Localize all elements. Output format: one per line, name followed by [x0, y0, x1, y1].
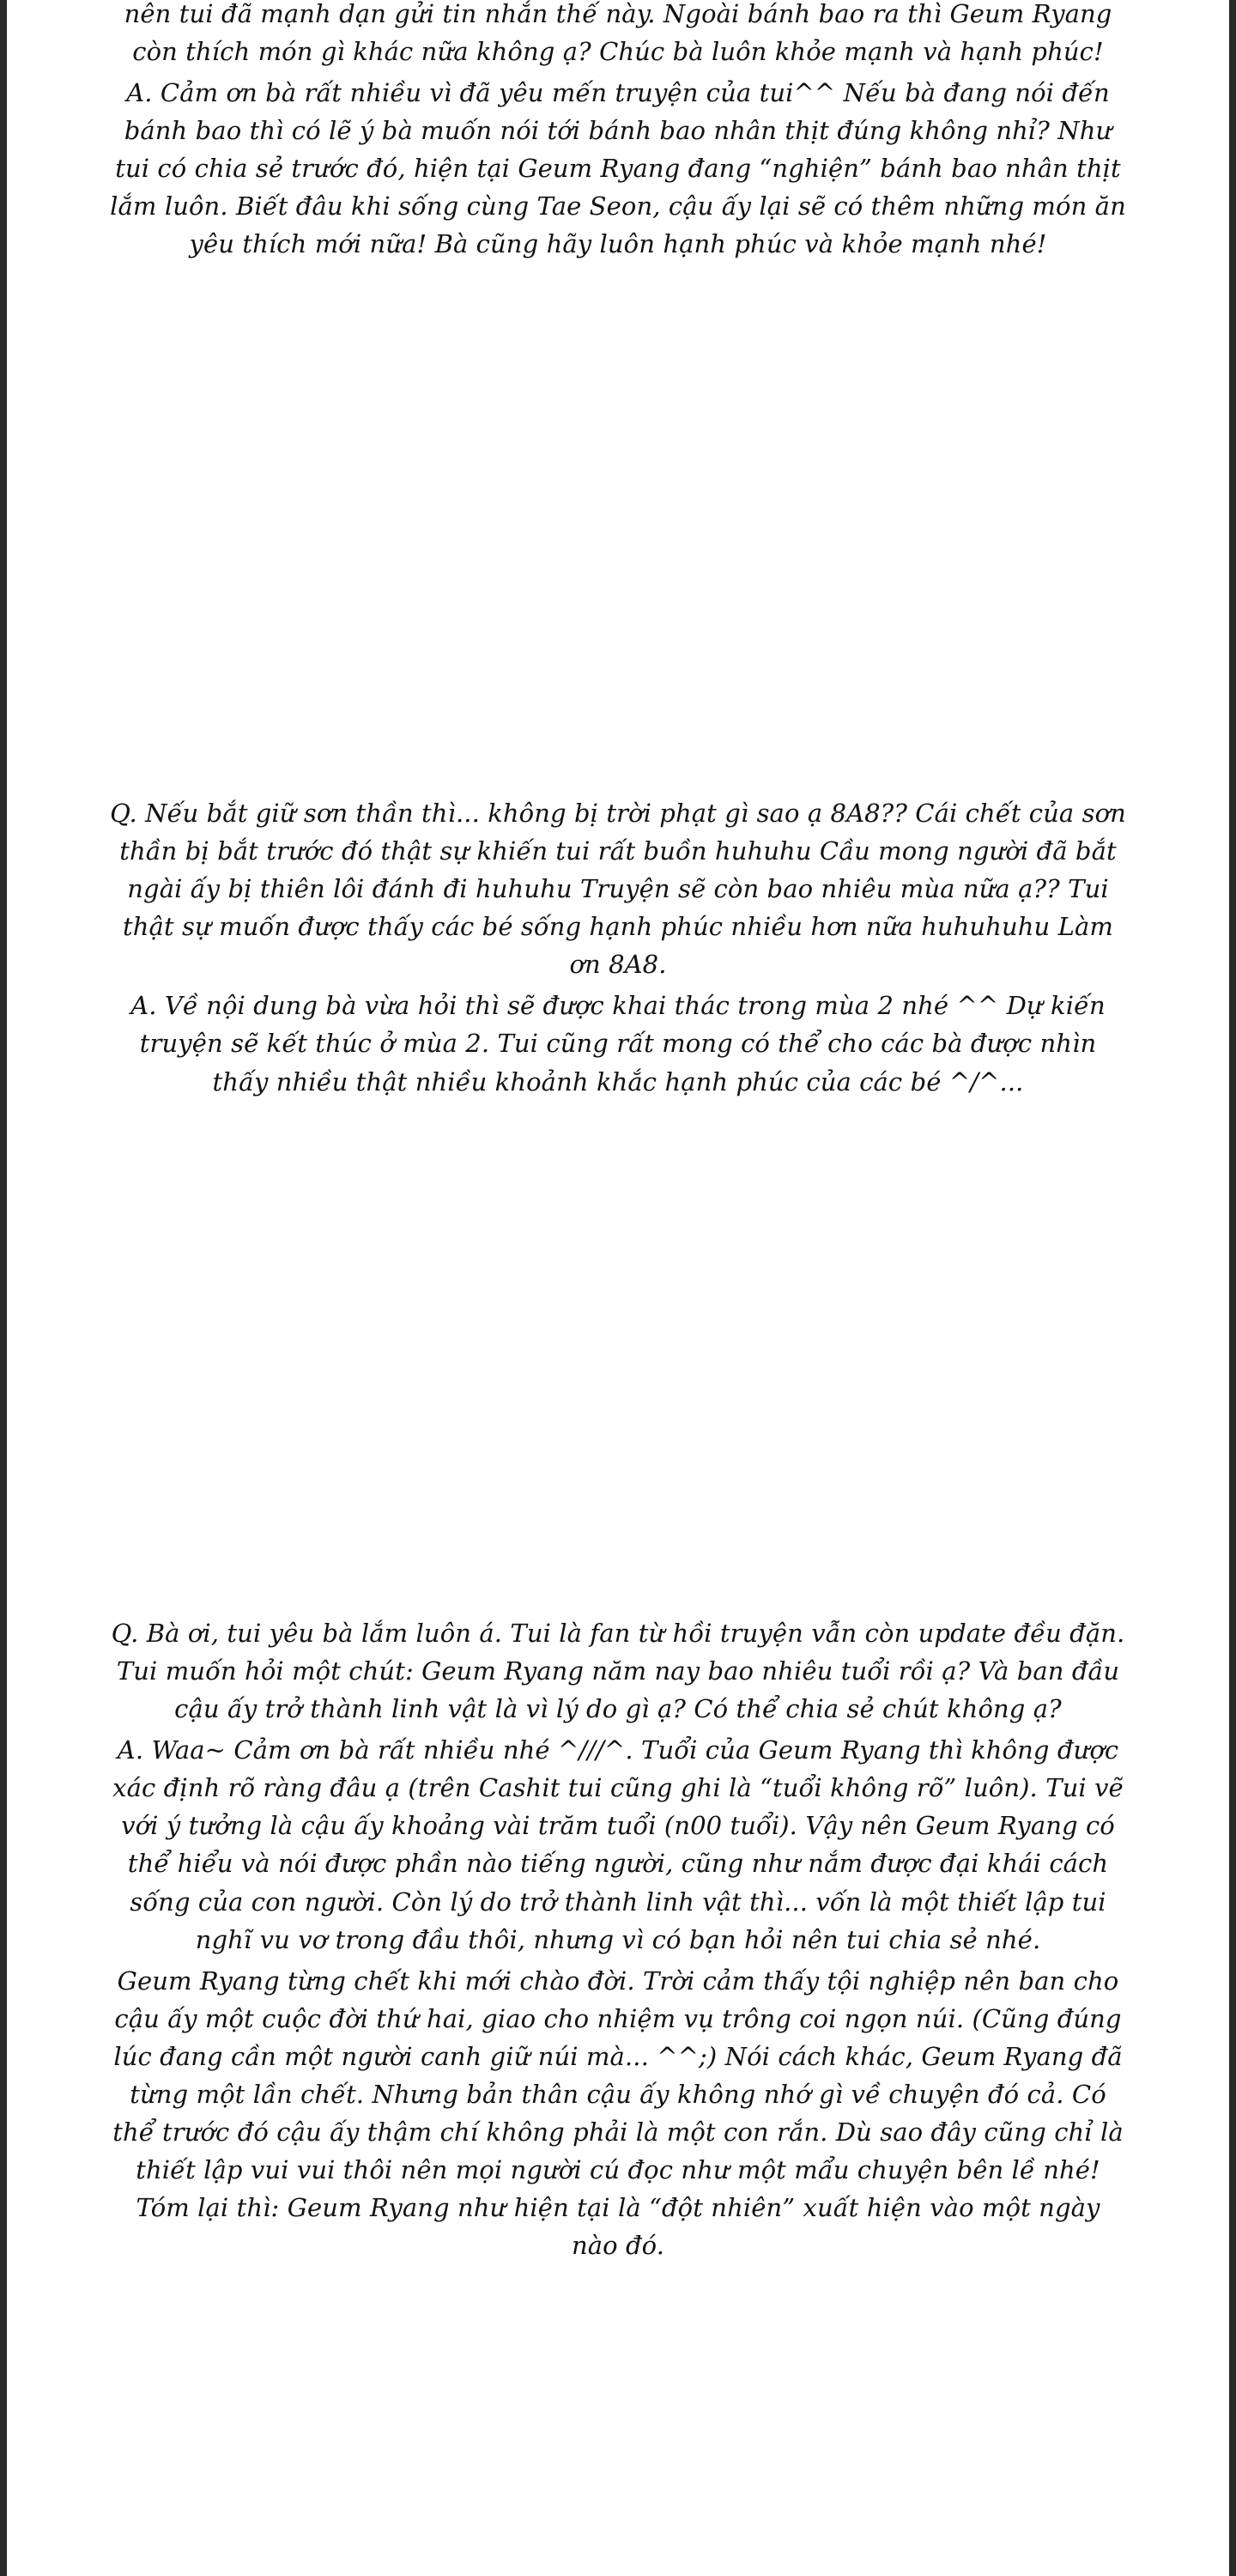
qa-answer-text: A. Về nội dung bà vừa hỏi thì sẽ được khai thác trong mùa 2 nhé ^^ Dự kiến truyện sẽ kết thúc ở mùa 2. Tui cũng rất mong có thể cho các bà được nhìn thấy nhiều thật nhiều khoảnh khắc hạnh phúc của các bé ^/^...: [130, 991, 1106, 1097]
qa-question-text: Q. Bà ơi, tui yêu bà lắm luôn á. Tui là fan từ hồi truyện vẫn còn update đều đặn. Tui muốn hỏi một chút: Geum Ryang năm nay bao nhiêu tuổi rồi ạ? Và ban đầu cậu ấy trở thành linh vật là vì lý do gì ạ? Có thể chia sẻ chút không ạ?: [111, 1619, 1125, 1724]
qa-block-3: [110, 1614, 1126, 2268]
qa-answer-extra-text: Geum Ryang từng chết khi mới chào đời. Trời cảm thấy tội nghiệp nên ban cho cậu ấy một cuộc đời thứ hai, giao cho nhiệm vụ trông coi ngọn núi. (Cũng đúng lúc đang cần một người canh giữ núi mà... ^^;) Nói cách khác, Geum Ryang đã từng một lần chết. Nhưng bản thân cậu ấy không nhớ gì về chuyện đó cả. Có thể trước đó cậu ấy thậm chí không phải là một con rắn. Dù sao đây cũng chỉ là thiết lập vui vui thôi nên mọi người cú đọc như một mẩu chuyện bên lề nhé! Tóm lại thì: Geum Ryang như hiện tại là “đột nhiên” xuất hiện vào một ngày nào đó.: [112, 1965, 1124, 2261]
page-gutter-right: [1229, 0, 1236, 2576]
page-gutter-left: [0, 0, 7, 2576]
qa-block-1: [110, 0, 1126, 267]
qa-answer-text: A. Waa~ Cảm ơn bà rất nhiều nhé ^///^. Tuổi của Geum Ryang thì không được xác định rõ ràng đâu ạ (trên Cashit tui cũng ghi là “tuổi không rõ” luôn). Tui vẽ với ý tưởng là cậu ấy khoảng vài trăm tuổi (n00 tuổi). Vậy nên Geum Ryang có thể hiểu và nói được phần nào tiếng người, cũng như nắm được đại khái cách sống của con người. Còn lý do trở thành linh vật thì... vốn là một thiết lập tui nghĩ vu vơ trong đầu thôi, nhưng vì có bạn hỏi nên tui chia sẻ nhé.: [112, 1735, 1124, 1954]
qa-question-text: Q. Nếu bắt giữ sơn thần thì... không bị trời phạt gì sao ạ 8A8?? Cái chết của sơn thần bị bắt trước đó thật sự khiến tui rất buồn huhuhu Cầu mong người đã bắt ngài ấy bị thiên lôi đánh đi huhuhu Truyện sẽ còn bao nhiêu mùa nữa ạ?? Tui thật sự muốn được thấy các bé sống hạnh phúc nhiều hơn nữa huhuhuhu Làm ơn 8A8.: [110, 799, 1126, 980]
qa-answer-text: A. Cảm ơn bà rất nhiều vì đã yêu mến truyện của tui^^ Nếu bà đang nói đến bánh bao thì có lẽ ý bà muốn nói tới bánh bao nhân thịt đúng không nhỉ? Như tui có chia sẻ trước đó, hiện tại Geum Ryang đang “nghiện” bánh bao nhân thịt lắm luôn. Biết đâu khi sống cùng Tae Seon, cậu ấy lại sẽ có thêm những món ăn yêu thích mới nữa! Bà cũng hãy luôn hạnh phúc và khỏe mạnh nhé!: [110, 78, 1126, 259]
document-content: [7, 0, 1229, 2576]
qa-question-text: nên tui đã mạnh dạn gửi tin nhắn thế này. Ngoài bánh bao ra thì Geum Ryang còn thích món gì khác nữa không ạ? Chúc bà luôn khỏe mạnh và hạnh phúc!: [124, 0, 1112, 67]
qa-block-2: [110, 794, 1126, 1104]
